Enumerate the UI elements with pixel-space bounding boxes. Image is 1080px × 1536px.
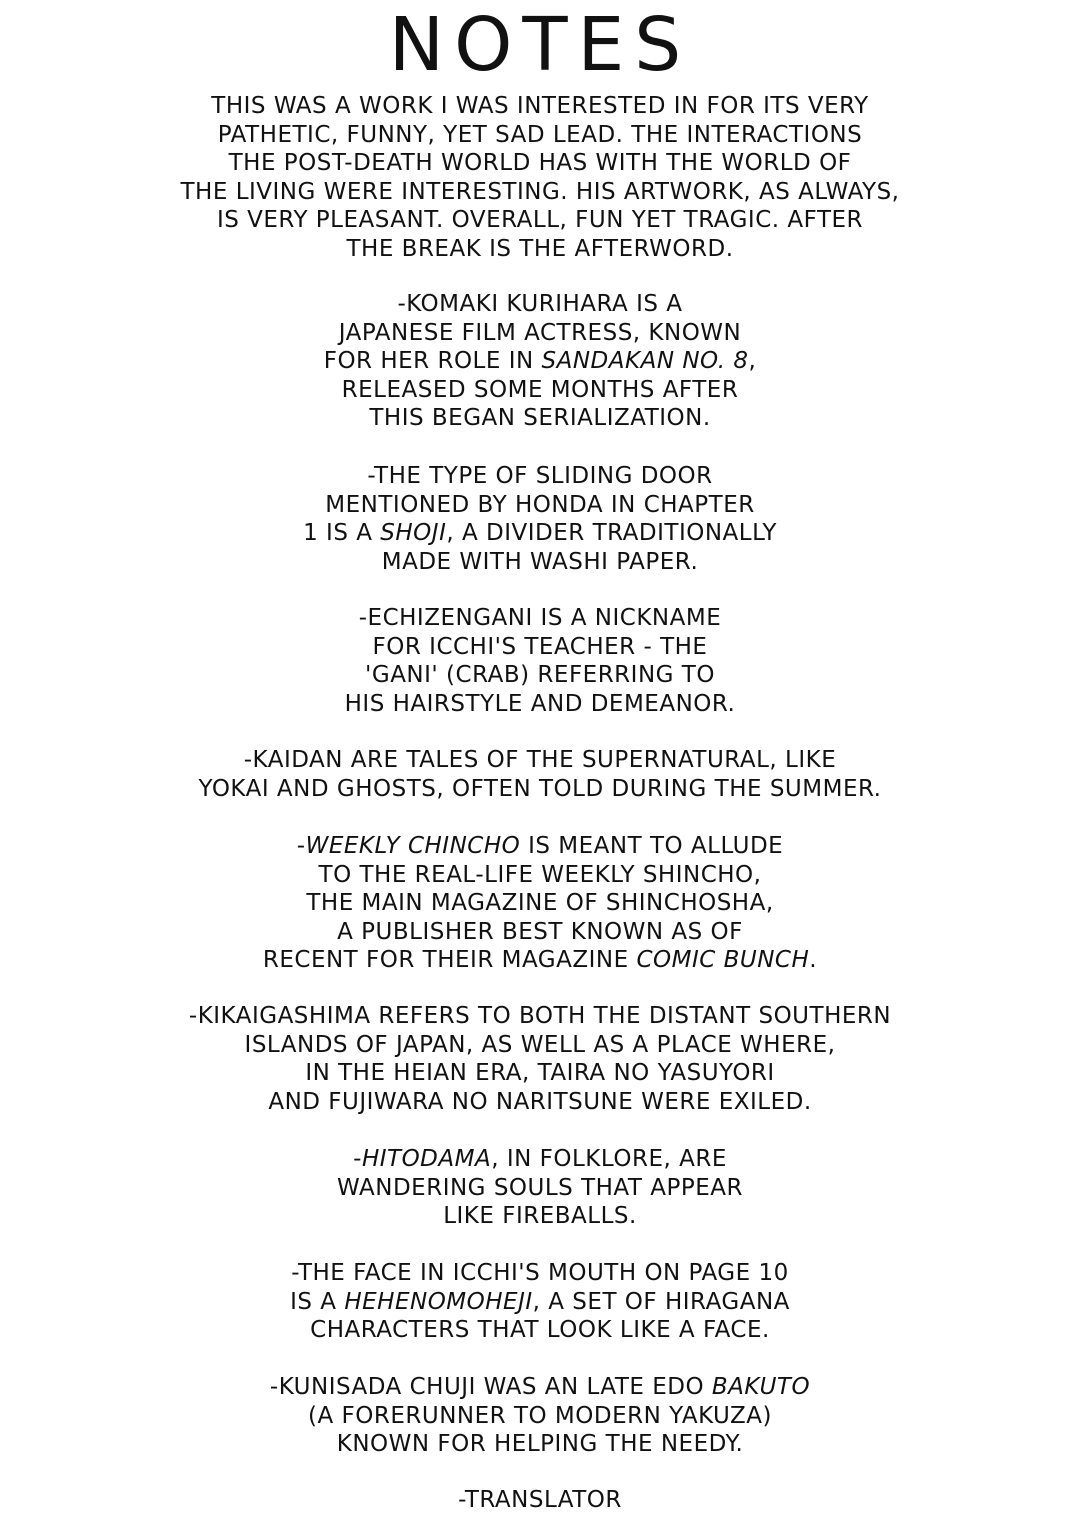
note-line: MADE WITH WASHI PAPER. (381, 548, 699, 575)
note-shoji (0, 462, 1080, 576)
intro-line: THE POST-DEATH WORLD HAS WITH THE WORLD OF (228, 150, 852, 176)
note-text: - (296, 833, 306, 859)
note-line: ISLANDS OF JAPAN, AS WELL AS A PLACE WHERE, (244, 1031, 836, 1058)
note-line (0, 946, 1080, 975)
note-line: HIS HAIRSTYLE AND DEMEANOR. (344, 690, 736, 717)
note-line: 'GANI' (CRAB) REFERRING TO (365, 662, 715, 688)
note-line: MENTIONED BY HONDA IN CHAPTER (325, 491, 755, 518)
note-line: -THE FACE IN ICCHI'S MOUTH ON PAGE 10 (291, 1260, 789, 1286)
note-line: -KOMAKI KURIHARA IS A (397, 291, 683, 317)
film-title: SANDAKAN NO. 8 (541, 348, 749, 374)
note-line: A PUBLISHER BEST KNOWN AS OF (337, 918, 743, 945)
note-text: - (353, 1146, 362, 1172)
intro-line: THE BREAK IS THE AFTERWORD. (346, 235, 734, 262)
term: HEHENOMOHEJI (344, 1288, 533, 1315)
note-line: JAPANESE FILM ACTRESS, KNOWN (338, 319, 742, 346)
note-line: -KAIDAN ARE TALES OF THE SUPERNATURAL, LIKE (243, 747, 837, 773)
note-line: RELEASED SOME MONTHS AFTER (341, 376, 739, 403)
note-hitodama (0, 1145, 1080, 1231)
note-echizengani (0, 604, 1080, 718)
note-text: , (748, 348, 757, 374)
note-text: . (809, 947, 818, 973)
note-line: -ECHIZENGANI IS A NICKNAME (358, 605, 722, 631)
note-line: -KIKAIGASHIMA REFERS TO BOTH THE DISTANT SOUTHERN (188, 1003, 892, 1029)
note-line: -THE TYPE OF SLIDING DOOR (367, 463, 713, 489)
note-line: LIKE FIREBALLS. (443, 1203, 637, 1229)
intro-line: THIS WAS A WORK I WAS INTERESTED IN FOR ITS VERY (211, 93, 869, 119)
note-line: KNOWN FOR HELPING THE NEEDY. (336, 1431, 744, 1457)
note-line (0, 1145, 1080, 1174)
magazine-title: COMIC BUNCH (636, 947, 810, 973)
note-text: , A SET OF HIRAGANA (532, 1288, 790, 1315)
note-line: AND FUJIWARA NO NARITSUNE WERE EXILED. (268, 1088, 812, 1115)
note-komaki-kurihara (0, 290, 1080, 433)
note-line (0, 347, 1080, 376)
note-text: IS MEANT TO ALLUDE (520, 833, 784, 859)
note-line: FOR ICCHI'S TEACHER - THE (372, 633, 708, 660)
note-weekly-chincho (0, 832, 1080, 975)
note-line: TO THE REAL-LIFE WEEKLY SHINCHO, (318, 861, 762, 888)
note-line (0, 1288, 1080, 1317)
note-line: WANDERING SOULS THAT APPEAR (337, 1174, 743, 1201)
intro-line: IS VERY PLEASANT. OVERALL, FUN YET TRAGIC. AFTER (216, 207, 864, 233)
intro-paragraph (0, 92, 1080, 263)
note-text: IS A (290, 1288, 345, 1315)
note-text: , A DIVIDER TRADITIONALLY (446, 520, 777, 546)
note-text: -KUNISADA CHUJI WAS AN LATE EDO (269, 1374, 712, 1400)
note-line: CHARACTERS THAT LOOK LIKE A FACE. (310, 1317, 770, 1343)
term: SHOJI (380, 520, 447, 546)
note-text: 1 IS A (303, 520, 381, 546)
intro-line: THE LIVING WERE INTERESTING. HIS ARTWORK, AS ALWAYS, (180, 178, 900, 205)
intro-line: PATHETIC, FUNNY, YET SAD LEAD. THE INTERACTIONS (217, 121, 863, 148)
note-line (0, 519, 1080, 548)
note-line: THE MAIN MAGAZINE OF SHINCHOSHA, (306, 890, 774, 916)
note-kaidan (0, 746, 1080, 803)
note-text: RECENT FOR THEIR MAGAZINE (262, 947, 637, 973)
magazine-title: WEEKLY CHINCHO (305, 833, 521, 859)
note-line: THIS BEGAN SERIALIZATION. (369, 405, 711, 431)
note-text: FOR HER ROLE IN (323, 348, 542, 374)
note-hehenomoheji (0, 1259, 1080, 1345)
page-title: NOTES (388, 2, 692, 88)
term: HITODAMA (361, 1146, 492, 1172)
note-line (0, 1373, 1080, 1402)
note-kunisada-chuji (0, 1373, 1080, 1459)
translator-signoff: -TRANSLATOR (458, 1487, 622, 1513)
term: BAKUTO (711, 1374, 811, 1400)
note-kikaigashima (0, 1002, 1080, 1116)
note-text: , IN FOLKLORE, ARE (491, 1146, 727, 1172)
note-line: YOKAI AND GHOSTS, OFTEN TOLD DURING THE SUMMER. (198, 775, 882, 802)
note-line: IN THE HEIAN ERA, TAIRA NO YASUYORI (305, 1060, 775, 1086)
note-line (0, 832, 1080, 861)
note-line: (A FORERUNNER TO MODERN YAKUZA) (308, 1402, 772, 1429)
